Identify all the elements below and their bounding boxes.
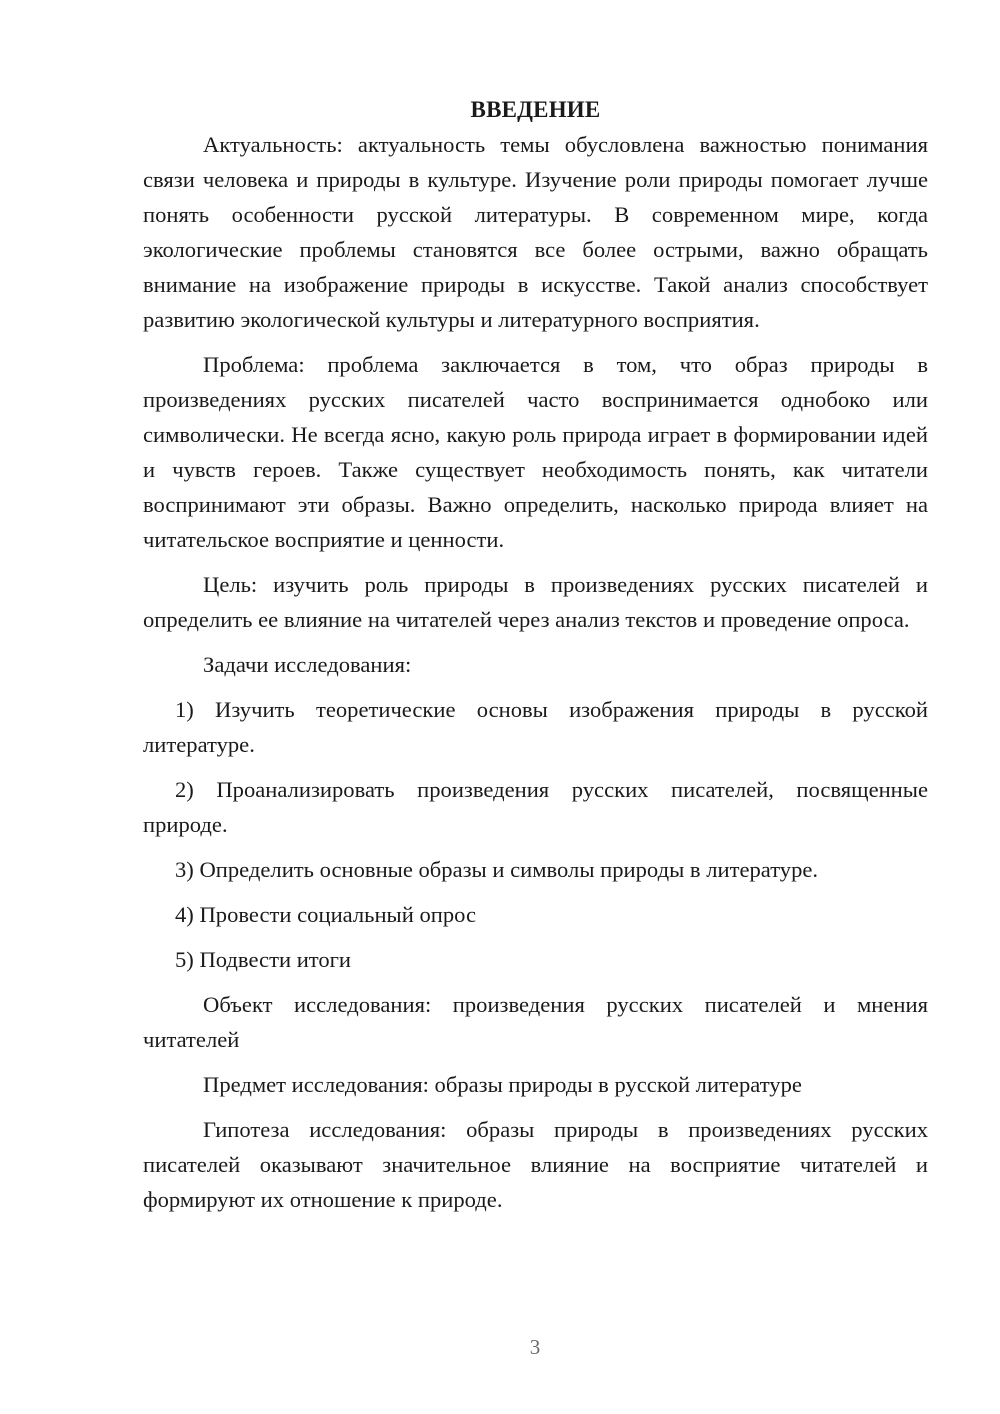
paragraph-relevance: Актуальность: актуальность темы обусловлена важностью понимания связи человека и природы в культуре. Изучение роли природы помогает лучше понять особенности русской литературы. В современном мире, когда экологические проблемы становятся все более острыми, важно обращать внимание на изображение природы в искусстве. Такой анализ способствует развитию экологической культуры и литературного восприятия. <box>143 132 928 332</box>
paragraph-problem: Проблема: проблема заключается в том, что образ природы в произведениях русских писателей часто воспринимается однобоко или символически. Не всегда ясно, какую роль природа играет в формировании идей и чувств героев. Также существует необходимость понять, как читатели воспринимают эти образы. Важно определить, насколько природа влияет на читательское восприятие и ценности. <box>143 352 928 552</box>
task-item-4: 4) Провести социальный опрос <box>175 902 477 927</box>
paragraph-tasks-heading: Задачи исследования: <box>203 652 412 677</box>
paragraph-subject: Предмет исследования: образы природы в русской литературе <box>203 1072 802 1097</box>
task-item-3: 3) Определить основные образы и символы природы в литературе. <box>175 857 819 882</box>
task-item-1: 1) Изучить теоретические основы изображения природы в русской литературе. <box>143 697 928 757</box>
paragraph-hypothesis: Гипотеза исследования: образы природы в произведениях русских писателей оказывают значительное влияние на восприятие читателей и формируют их отношение к природе. <box>143 1117 928 1212</box>
paragraph-object: Объект исследования: произведения русских писателей и мнения читателей <box>143 992 928 1052</box>
section-title: ВВЕДЕНИЕ <box>470 97 601 122</box>
paragraph-goal: Цель: изучить роль природы в произведениях русских писателей и определить ее влияние на читателей через анализ текстов и проведение опроса. <box>143 572 928 632</box>
page-number: 3 <box>529 1335 541 1359</box>
task-item-2: 2) Проанализировать произведения русских писателей, посвященные природе. <box>143 777 928 837</box>
task-item-5: 5) Подвести итоги <box>175 947 352 972</box>
page-content <box>143 92 928 1217</box>
